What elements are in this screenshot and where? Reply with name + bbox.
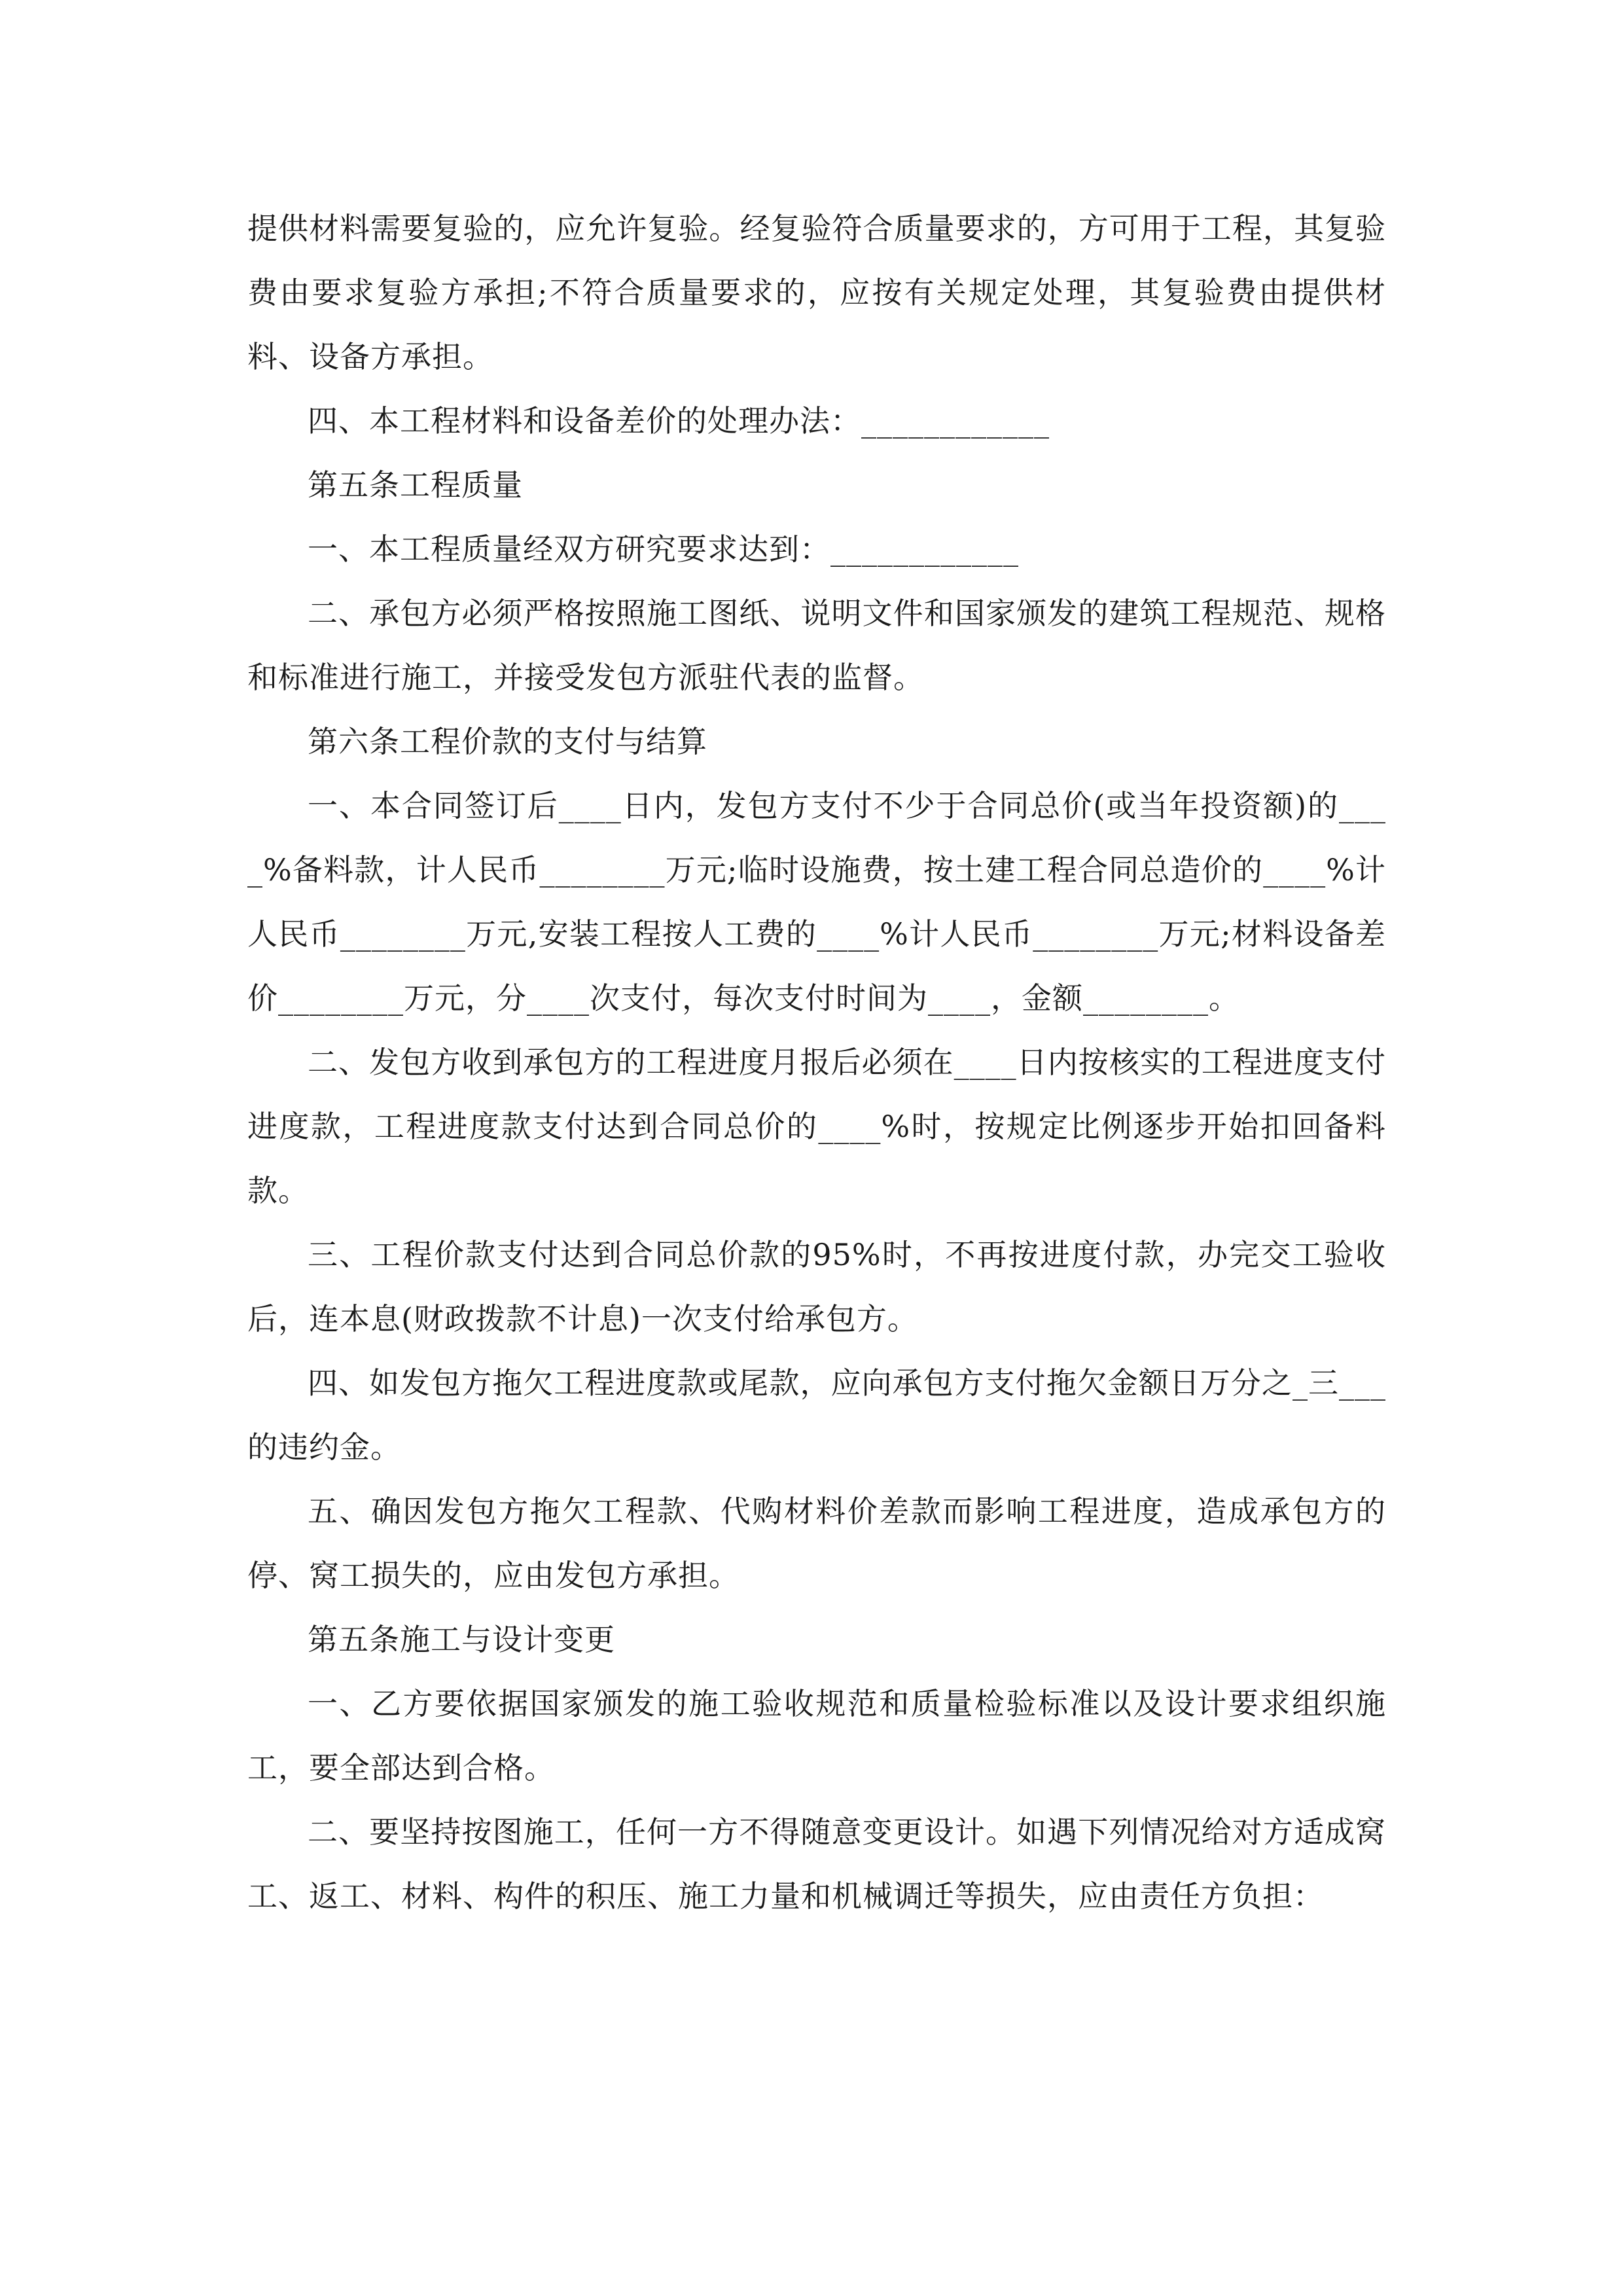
- heading-article-6-payment: 第六条工程价款的支付与结算: [308, 724, 707, 759]
- paragraph-acceptance-standard: 一、乙方要依据国家颁发的施工验收规范和质量检验标准以及设计要求组织施工，要全部达到合格。: [247, 1686, 1386, 1785]
- paragraph-progress-payment: 二、发包方收到承包方的工程进度月报后必须在____日内按核实的工程进度支付进度款，工程进度款支付达到合同总价的____%时，按规定比例逐步开始扣回备料款。: [247, 1045, 1386, 1208]
- paragraph-material-retest: 提供材料需要复验的，应允许复验。经复验符合质量要求的，方可用于工程，其复验费由要求复验方承担;不符合质量要求的，应按有关规定处理，其复验费由提供材料、设备方承担。: [247, 211, 1386, 374]
- paragraph-penalty: 四、如发包方拖欠工程进度款或尾款，应向承包方支付拖欠金额日万分之_三___的违约金。: [247, 1365, 1386, 1465]
- paragraph-price-difference: 四、本工程材料和设备差价的处理办法：____________: [308, 403, 1050, 439]
- paragraph-delay-loss: 五、确因发包方拖欠工程款、代购材料价差款而影响工程进度，造成承包方的停、窝工损失的，应由发包方承担。: [247, 1494, 1386, 1593]
- heading-article-5-quality: 第五条工程质量: [308, 467, 523, 503]
- document-body: [247, 196, 1386, 1928]
- paragraph-quality-standard: 一、本工程质量经双方研究要求达到：____________: [308, 531, 1019, 567]
- heading-article-5-design-change: 第五条施工与设计变更: [308, 1622, 615, 1657]
- paragraph-final-payment: 三、工程价款支付达到合同总价款的95%时，不再按进度付款，办完交工验收后，连本息(财政拨款不计息)一次支付给承包方。: [247, 1237, 1386, 1336]
- paragraph-advance-payment: 一、本合同签订后____日内，发包方支付不少于合同总价(或当年投资额)的____%备料款，计人民币________万元;临时设施费，按土建工程合同总造价的____%计人民币________万元,安装工程按人工费的____%计人民币________万元;材料设备差价________万元，分____次支付，每次支付时间为____，金额________。: [247, 788, 1386, 1016]
- paragraph-construction-spec: 二、承包方必须严格按照施工图纸、说明文件和国家颁发的建筑工程规范、规格和标准进行施工，并接受发包方派驻代表的监督。: [247, 596, 1386, 695]
- paragraph-follow-drawings: 二、要坚持按图施工，任何一方不得随意变更设计。如遇下列情况给对方适成窝工、返工、材料、构件的积压、施工力量和机械调迁等损失，应由责任方负担：: [247, 1814, 1386, 1914]
